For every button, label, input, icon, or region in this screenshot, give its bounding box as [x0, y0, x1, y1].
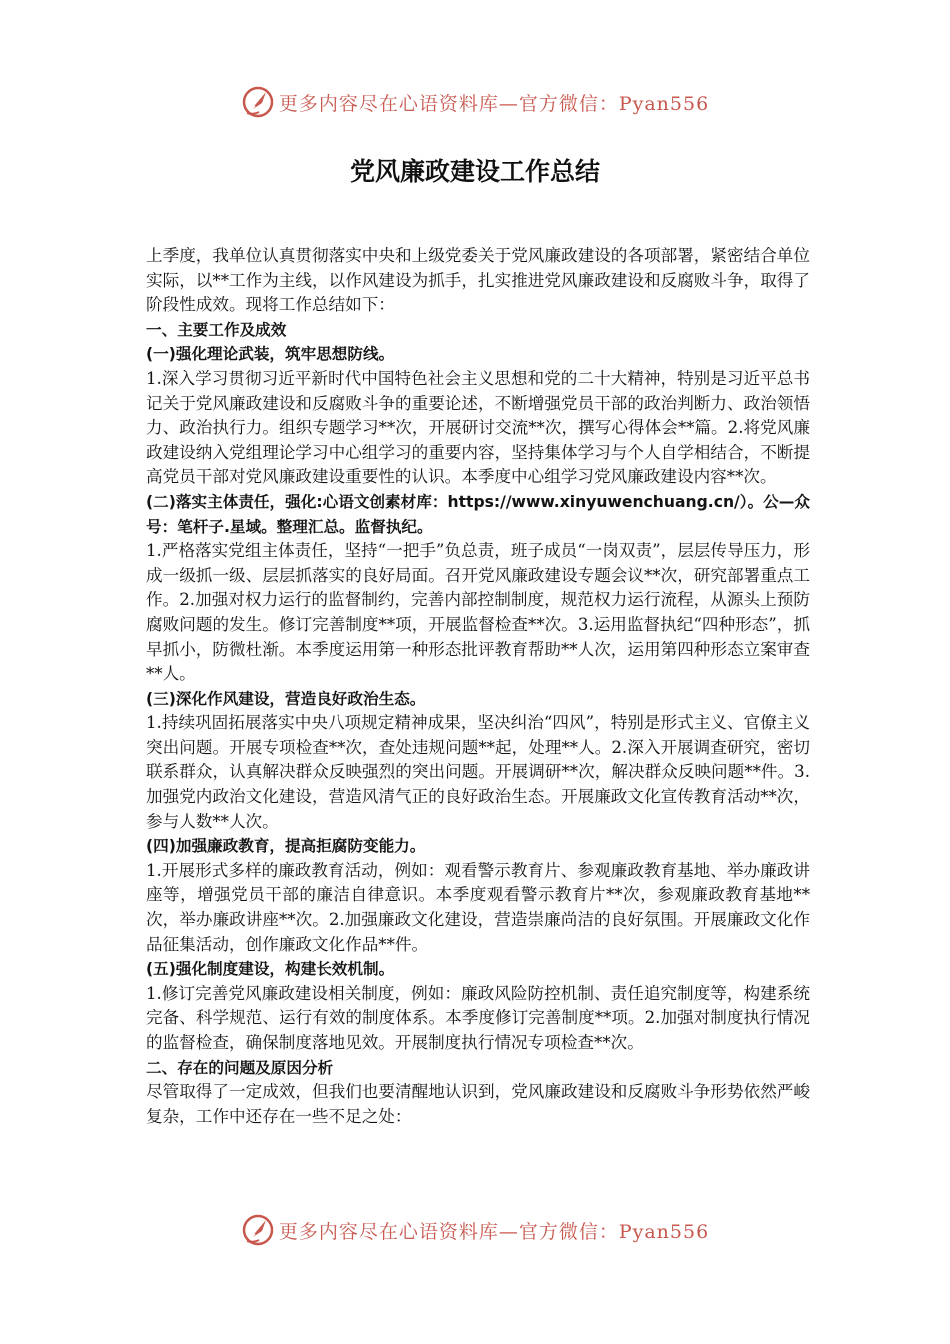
- quill-pen-icon: [241, 85, 275, 119]
- subsection-heading: (五)强化制度建设，构建长效机制。: [146, 960, 395, 979]
- section-heading: 一、主要工作及成效: [146, 320, 287, 339]
- watermark-footer: [0, 1210, 950, 1250]
- quill-pen-icon: [241, 1213, 275, 1247]
- paragraph-body: 1.深入学习贯彻习近平新时代中国特色社会主义思想和党的二十大精神，特别是习近平总书记关于党风廉政建设和反腐败斗争的重要论述，不断增强党员干部的政治判断力、政治领悟力、政治执行力。组织专题学习**次，开展研讨交流**次，撰写心得体会**篇。2.将党风廉政建设纳入党组理论学习中心组学习的重要内容，坚持集体学习与个人自学相结合，不断提高党员干部对党风廉政建设重要性的认识。本季度中心组学习党风廉政建设内容**次。: [146, 368, 810, 487]
- document-title: 党风廉政建设工作总结: [349, 157, 600, 186]
- subsection-heading: (四)加强廉政教育，提高拒腐防变能力。: [146, 837, 426, 856]
- section-heading: 二、存在的问题及原因分析: [146, 1058, 334, 1077]
- paragraph-intro: 上季度，我单位认真贯彻落实中央和上级党委关于党风廉政建设的各项部署，紧密结合单位实际，以**工作为主线，以作风建设为抓手，扎实推进党风廉政建设和反腐败斗争，取得了阶段性成效。现将工作总结如下：: [146, 246, 810, 315]
- paragraph-body: 1.持续巩固拓展落实中央八项规定精神成果，坚决纠治“四风”，特别是形式主义、官僚主义突出问题。开展专项检查**次，查处违规问题**起，处理**人。2.深入开展调查研究，密切联系群众，认真解决群众反映强烈的突出问题。开展调研**次，解决群众反映问题**件。3.加强党内政治文化建设，营造风清气正的良好政治生态。开展廉政文化宣传教育活动**次，参与人数**人次。: [146, 713, 810, 831]
- paragraph-body: 1.严格落实党组主体责任，坚持“一把手”负总责，班子成员“一岗双责”，层层传导压力，形成一级抓一级、层层抓落实的良好局面。召开党风廉政建设专题会议**次，研究部署重点工作。2.加强对权力运行的监督制约，完善内部控制制度，规范权力运行流程，从源头上预防腐败问题的发生。修订完善制度**项，开展监督检查**次。3.运用监督执纪“四种形态”，抓早抓小，防微杜渐。本季度运用第一种形态批评教育帮助**人次，运用第四种形态立案审查**人。: [146, 541, 810, 684]
- paragraph-body: 1.开展形式多样的廉政教育活动，例如：观看警示教育片、参观廉政教育基地、举办廉政讲座等，增强党员干部的廉洁自律意识。本季度观看警示教育片**次，参观廉政教育基地**次，举办廉政讲座**次。2.加强廉政文化建设，营造崇廉尚洁的良好氛围。开展廉政文化作品征集活动，创作廉政文化作品**件。: [146, 860, 810, 954]
- paragraph-body: 尽管取得了一定成效，但我们也要清醒地认识到，党风廉政建设和反腐败斗争形势依然严峻复杂，工作中还存在一些不足之处：: [146, 1082, 810, 1126]
- watermark-header: [0, 82, 950, 122]
- document-body: [146, 244, 810, 1129]
- subsection-heading: (一)强化理论武装，筑牢思想防线。: [146, 345, 395, 364]
- watermark-text: 更多内容尽在心语资料库—官方微信：Pyan556: [278, 92, 710, 115]
- watermark-text: 更多内容尽在心语资料库—官方微信：Pyan556: [278, 1220, 710, 1243]
- paragraph-body: 1.修订完善党风廉政建设相关制度，例如：廉政风险防控机制、责任追究制度等，构建系统完备、科学规范、运行有效的制度体系。本季度修订完善制度**项。2.加强对制度执行情况的监督检查，确保制度落地见效。开展制度执行情况专项检查**次。: [146, 983, 810, 1052]
- subsection-heading: (三)深化作风建设，营造良好政治生态。: [146, 689, 426, 708]
- subsection-heading: (二)落实主体责任，强化:心语文创素材库：https://www.xinyuwenchuang.cn/）。公—众号：笔杆子.星域。整理汇总。监督执纪。: [146, 492, 810, 536]
